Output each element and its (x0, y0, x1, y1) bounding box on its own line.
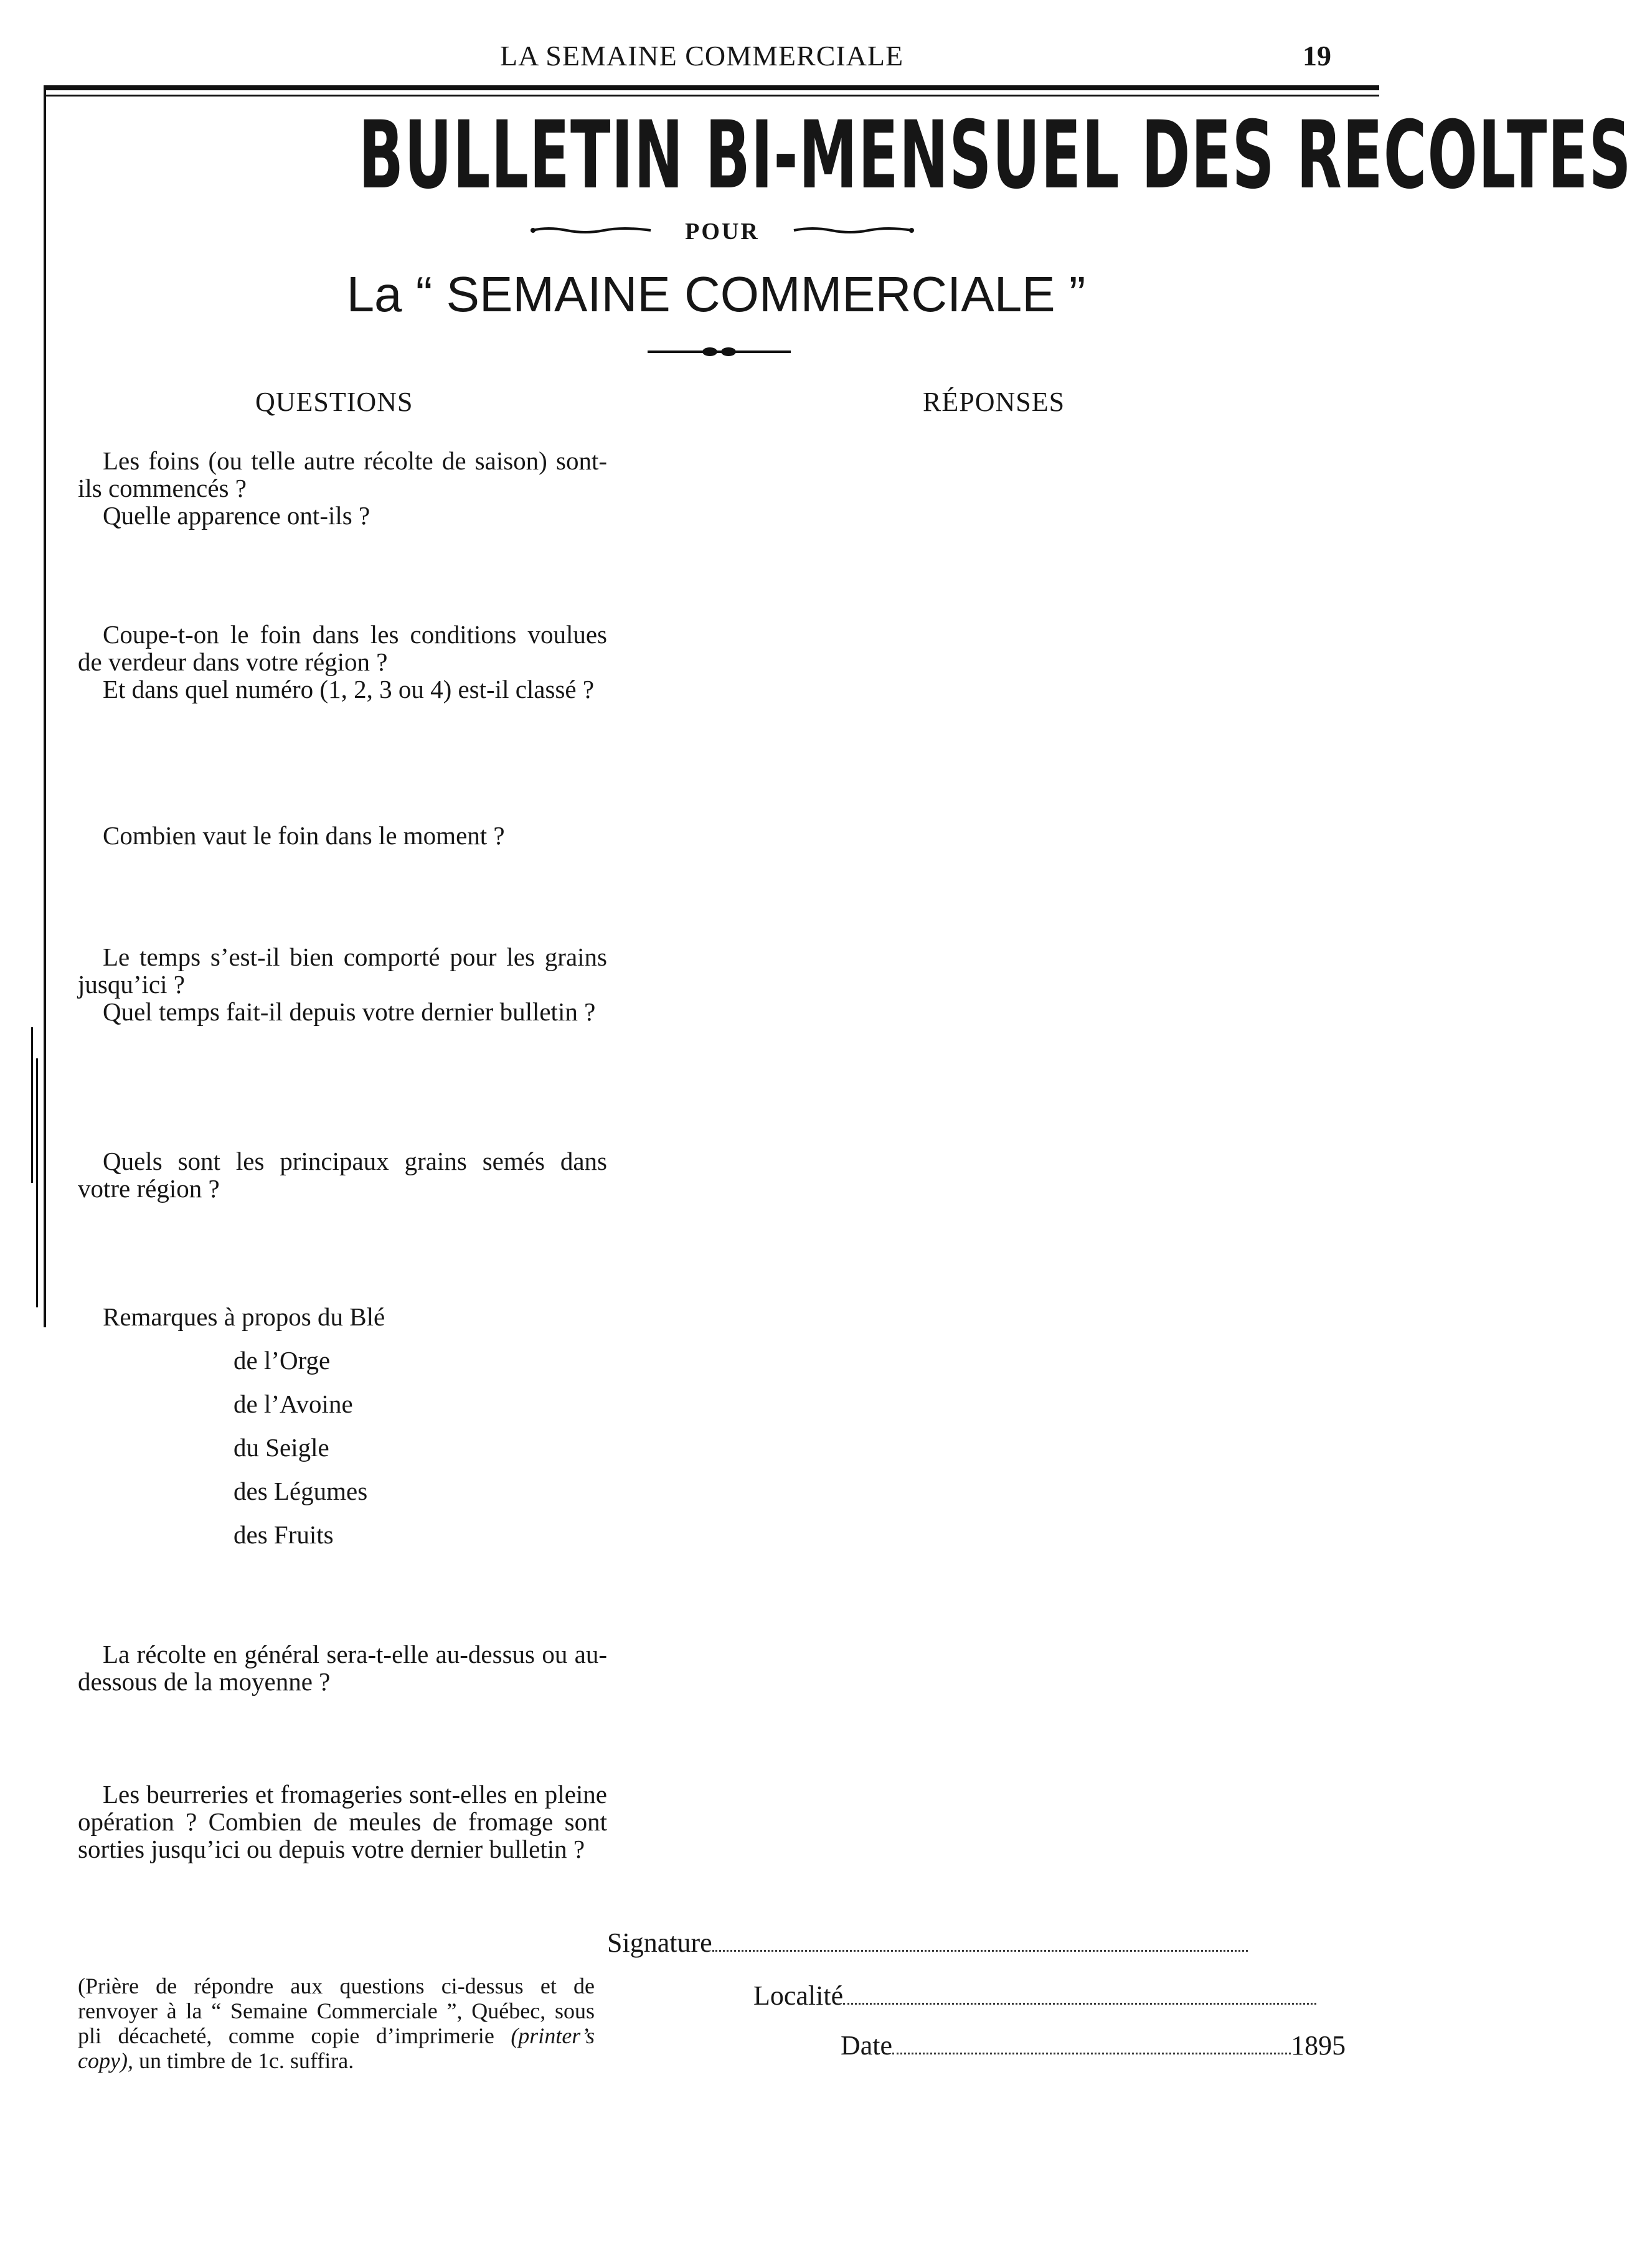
crop-remarks-lead: Remarques à propos du Blé (103, 1302, 385, 1331)
crop-item: de l’Avoine (233, 1390, 353, 1418)
question-3 (78, 822, 607, 849)
date-field[interactable] (841, 2030, 1346, 2061)
running-head (0, 34, 1441, 72)
note-quote: “ Semaine Commerciale ”, (211, 1998, 463, 2023)
left-edge-mark-2 (36, 1058, 38, 1307)
question-7 (78, 1781, 607, 1863)
signature-line[interactable] (712, 1945, 1248, 1952)
crop-item: du Seigle (233, 1433, 329, 1462)
pour-label: POUR (685, 219, 760, 245)
question-6 (78, 1640, 607, 1695)
page-number: 19 (1303, 40, 1331, 72)
question-5 (78, 1147, 607, 1202)
bulletin-subtitle: La “ SEMAINE COMMERCIALE ” (346, 266, 1086, 322)
locality-field[interactable] (753, 1980, 1316, 2012)
note-italic: (printer’s copy), (78, 2023, 595, 2073)
question-text: Les foins (ou telle autre récolte de saison) sont-ils commencés ? (78, 446, 607, 502)
note-text (78, 1974, 595, 2073)
question-text: Coupe-t-on le foin dans les conditions voulues de verdeur dans votre région ? (78, 620, 607, 676)
locality-line[interactable] (843, 1998, 1316, 2005)
date-label: Date (841, 2030, 893, 2061)
note-line-1: (Prière de répondre aux questions ci-dessus et de renvoyer à la (78, 1974, 595, 2023)
pour-divider (529, 218, 915, 243)
question-text: La récolte en général sera-t-elle au-dessus ou au-dessous de la moyenne ? (78, 1640, 607, 1696)
crop-item: de l’Orge (233, 1346, 331, 1375)
ornament-divider (641, 346, 797, 358)
answers-heading: RÉPONSES (923, 387, 1065, 417)
crop-item: des Légumes (233, 1477, 368, 1505)
question-4 (78, 943, 607, 1025)
top-rule-thick (44, 85, 1379, 90)
left-margin-rule (44, 85, 46, 1327)
running-title: LA SEMAINE COMMERCIALE (500, 40, 904, 72)
question-text: Quel temps fait-il depuis votre dernier bulletin ? (103, 997, 596, 1026)
question-1 (78, 447, 607, 529)
crop-item: des Fruits (233, 1520, 334, 1549)
bulletin-title: BULLETIN BI-MENSUEL DES RECOLTES (358, 101, 1632, 210)
question-text: Et dans quel numéro (1, 2, 3 ou 4) est-il classé ? (103, 675, 595, 703)
question-text: Quelle apparence ont-ils ? (103, 501, 370, 530)
questions-heading: QUESTIONS (255, 387, 413, 417)
crop-remarks (103, 1295, 385, 1556)
top-rule-thin (44, 95, 1379, 96)
question-text: Combien vaut le foin dans le moment ? (103, 821, 505, 850)
signature-label: Signature (607, 1927, 712, 1958)
question-2 (78, 621, 607, 703)
question-text: Quels sont les principaux grains semés dans votre région ? (78, 1147, 607, 1203)
instructions-note (78, 1974, 595, 2073)
year-label: 1895 (1291, 2030, 1346, 2061)
note-line-3: un timbre de 1c. suffira. (138, 2048, 354, 2073)
date-line[interactable] (892, 2048, 1291, 2054)
locality-label: Localité (753, 1980, 844, 2011)
left-edge-mark-1 (31, 1027, 33, 1183)
note-line-2: Québec, sous pli décacheté, comme copie d’imprimerie (78, 1998, 595, 2048)
ornament-icon (641, 346, 797, 358)
question-text: Le temps s’est-il bien comporté pour les grains jusqu’ici ? (78, 943, 607, 999)
question-text: Les beurreries et fromageries sont-elles en pleine opération ? Combien de meules de fromage sont sorties jusqu’ici ou depuis votre dernier bulletin ? (78, 1780, 607, 1863)
signature-field[interactable] (607, 1927, 1248, 1959)
